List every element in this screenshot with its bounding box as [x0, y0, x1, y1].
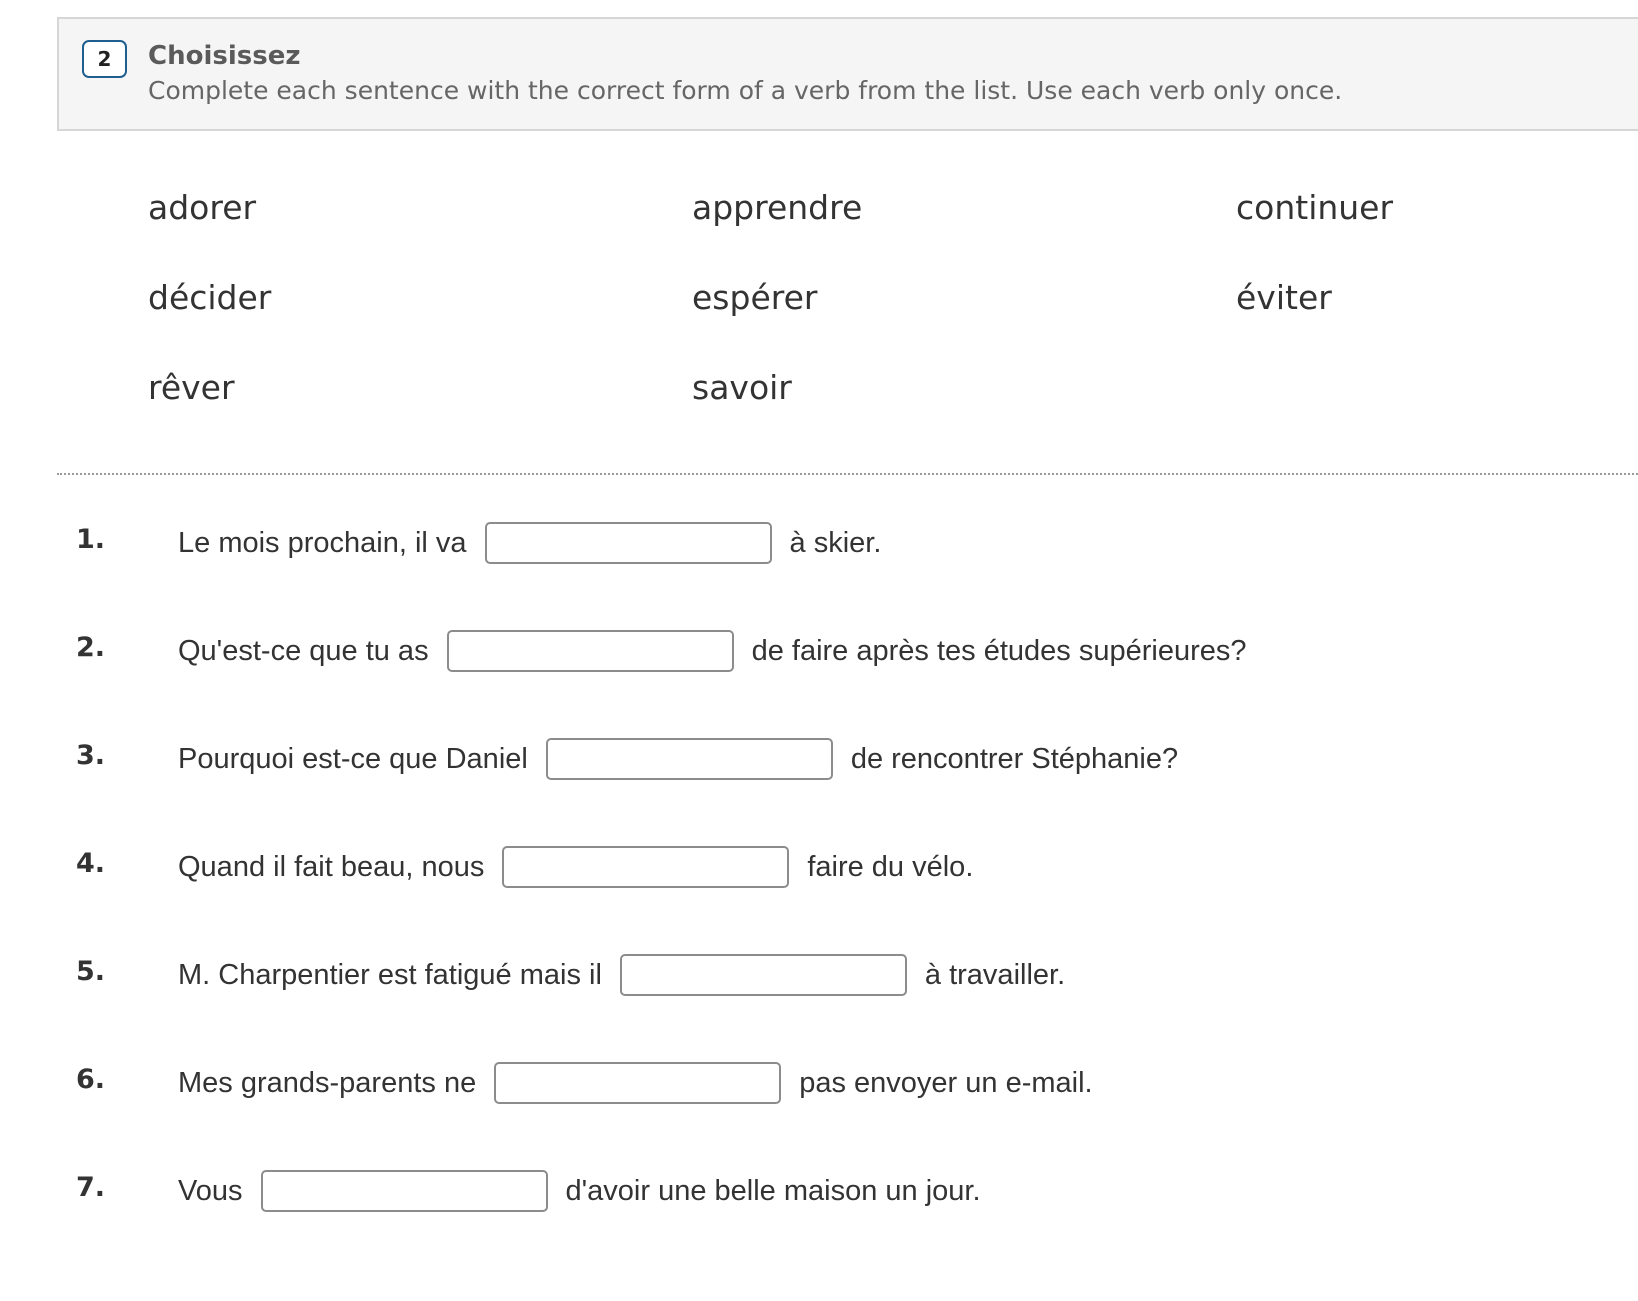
question-text-after: d'avoir une belle maison un jour. [565, 1174, 981, 1207]
verb-bank-item: savoir [692, 368, 792, 407]
question-text-before: Le mois prochain, il va [178, 526, 467, 559]
question-text-after: de rencontrer Stéphanie? [850, 742, 1179, 775]
question-text-after: pas envoyer un e-mail. [799, 1066, 1093, 1099]
question-number: 5. [76, 956, 106, 987]
answer-input-6[interactable] [494, 1062, 781, 1104]
question-number: 2. [76, 632, 106, 663]
question-row [0, 1169, 1638, 1213]
question-text-after: faire du vélo. [807, 850, 974, 883]
answer-input-4[interactable] [502, 846, 789, 888]
question-number: 3. [76, 740, 106, 771]
section-divider [57, 473, 1638, 475]
exercise-instructions: Complete each sentence with the correct form of a verb from the list. Use each verb only once. [148, 76, 1343, 105]
answer-input-1[interactable] [485, 522, 772, 564]
question-text-before: Quand il fait beau, nous [178, 850, 485, 883]
question-text-before: Qu'est-ce que tu as [178, 634, 429, 667]
answer-input-7[interactable] [261, 1170, 548, 1212]
question-text-after: à travailler. [924, 958, 1066, 991]
verb-bank-item: espérer [692, 278, 818, 317]
verb-bank-item: décider [148, 278, 272, 317]
question-row [0, 845, 1638, 889]
question-number: 4. [76, 848, 106, 879]
answer-input-2[interactable] [447, 630, 734, 672]
question-number: 7. [76, 1172, 106, 1203]
answer-input-3[interactable] [546, 738, 833, 780]
verb-bank-item: apprendre [692, 188, 863, 227]
question-row [0, 629, 1638, 673]
verb-bank-item: éviter [1236, 278, 1332, 317]
question-row [0, 521, 1638, 565]
question-text-after: à skier. [789, 526, 882, 559]
exercise-number-badge: 2 [82, 40, 127, 78]
verb-bank-item: adorer [148, 188, 257, 227]
question-text-before: Pourquoi est-ce que Daniel [178, 742, 528, 775]
question-row [0, 953, 1638, 997]
question-number: 1. [76, 524, 106, 555]
verb-bank-item: rêver [148, 368, 235, 407]
question-text-before: Vous [178, 1174, 243, 1207]
question-row [0, 737, 1638, 781]
question-number: 6. [76, 1064, 106, 1095]
exercise-header [57, 17, 1638, 131]
question-text-before: M. Charpentier est fatigué mais il [178, 958, 602, 991]
question-row [0, 1061, 1638, 1105]
question-text-before: Mes grands-parents ne [178, 1066, 477, 1099]
answer-input-5[interactable] [620, 954, 907, 996]
question-text-after: de faire après tes études supérieures? [751, 634, 1247, 667]
exercise-title: Choisissez [148, 41, 301, 71]
verb-bank-item: continuer [1236, 188, 1394, 227]
